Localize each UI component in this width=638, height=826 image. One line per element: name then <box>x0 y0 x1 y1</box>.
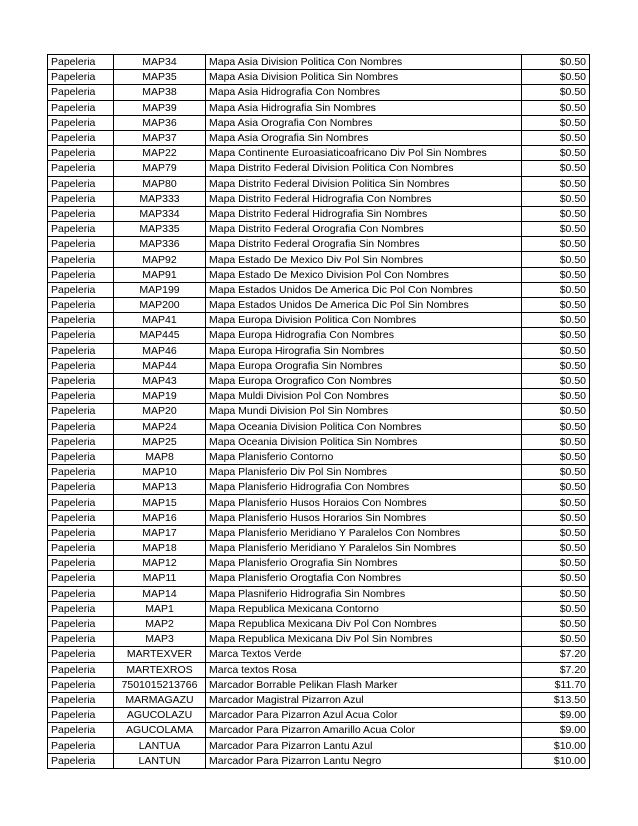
code-cell: MAP20 <box>114 404 206 419</box>
code-cell: AGUCOLAZU <box>114 708 206 723</box>
code-cell: MAP18 <box>114 541 206 556</box>
description-cell: Mapa Planisferio Div Pol Sin Nombres <box>206 465 522 480</box>
table-row <box>48 449 590 464</box>
code-cell: MAP46 <box>114 343 206 358</box>
category-cell: Papeleria <box>48 647 114 662</box>
description-cell: Marcador Borrable Pelikan Flash Marker <box>206 677 522 692</box>
category-cell: Papeleria <box>48 100 114 115</box>
price-cell: $9.00 <box>522 708 590 723</box>
code-cell: MAP336 <box>114 237 206 252</box>
table-row <box>48 601 590 616</box>
description-cell: Marcador Para Pizarron Lantu Negro <box>206 753 522 768</box>
category-cell: Papeleria <box>48 328 114 343</box>
category-cell: Papeleria <box>48 495 114 510</box>
table-row <box>48 267 590 282</box>
code-cell: MAP24 <box>114 419 206 434</box>
category-cell: Papeleria <box>48 556 114 571</box>
table-row <box>48 647 590 662</box>
table-row <box>48 100 590 115</box>
table-row <box>48 404 590 419</box>
code-cell: MAP3 <box>114 632 206 647</box>
description-cell: Mapa Republica Mexicana Div Pol Con Nombres <box>206 616 522 631</box>
table-row <box>48 328 590 343</box>
table-row <box>48 130 590 145</box>
code-cell: MARTEXROS <box>114 662 206 677</box>
table-row <box>48 525 590 540</box>
description-cell: Marcador Para Pizarron Amarillo Acua Color <box>206 723 522 738</box>
price-cell: $0.50 <box>522 70 590 85</box>
description-cell: Mapa Distrito Federal Hidrografia Con Nombres <box>206 191 522 206</box>
code-cell: 7501015213766 <box>114 677 206 692</box>
description-cell: Marca textos Rosa <box>206 662 522 677</box>
description-cell: Mapa Republica Mexicana Contorno <box>206 601 522 616</box>
price-cell: $0.50 <box>522 404 590 419</box>
price-cell: $0.50 <box>522 541 590 556</box>
category-cell: Papeleria <box>48 586 114 601</box>
category-cell: Papeleria <box>48 55 114 70</box>
category-cell: Papeleria <box>48 358 114 373</box>
code-cell: MAP39 <box>114 100 206 115</box>
price-cell: $0.50 <box>522 389 590 404</box>
code-cell: MARTEXVER <box>114 647 206 662</box>
category-cell: Papeleria <box>48 70 114 85</box>
category-cell: Papeleria <box>48 252 114 267</box>
description-cell: Marcador Para Pizarron Azul Acua Color <box>206 708 522 723</box>
code-cell: MAP38 <box>114 85 206 100</box>
description-cell: Mapa Estado De Mexico Division Pol Con Nombres <box>206 267 522 282</box>
table-row <box>48 146 590 161</box>
code-cell: MAP35 <box>114 70 206 85</box>
category-cell: Papeleria <box>48 449 114 464</box>
category-cell: Papeleria <box>48 191 114 206</box>
code-cell: MAP10 <box>114 465 206 480</box>
table-row <box>48 55 590 70</box>
description-cell: Mapa Europa Division Politica Con Nombres <box>206 313 522 328</box>
category-cell: Papeleria <box>48 571 114 586</box>
code-cell: MAP41 <box>114 313 206 328</box>
description-cell: Mapa Asia Hidrografia Sin Nombres <box>206 100 522 115</box>
description-cell: Mapa Distrito Federal Division Politica Con Nombres <box>206 161 522 176</box>
category-cell: Papeleria <box>48 632 114 647</box>
category-cell: Papeleria <box>48 708 114 723</box>
price-cell: $0.50 <box>522 237 590 252</box>
table-row <box>48 434 590 449</box>
product-price-table <box>47 54 590 769</box>
price-cell: $0.50 <box>522 465 590 480</box>
table-row <box>48 358 590 373</box>
code-cell: MAP11 <box>114 571 206 586</box>
price-cell: $0.50 <box>522 510 590 525</box>
description-cell: Mapa Republica Mexicana Div Pol Sin Nombres <box>206 632 522 647</box>
code-cell: MAP333 <box>114 191 206 206</box>
description-cell: Mapa Planisferio Orografia Sin Nombres <box>206 556 522 571</box>
table-row <box>48 556 590 571</box>
description-cell: Mapa Oceania Division Politica Con Nombres <box>206 419 522 434</box>
category-cell: Papeleria <box>48 677 114 692</box>
price-cell: $0.50 <box>522 343 590 358</box>
description-cell: Mapa Muldi Division Pol Con Nombres <box>206 389 522 404</box>
category-cell: Papeleria <box>48 404 114 419</box>
category-cell: Papeleria <box>48 465 114 480</box>
price-cell: $10.00 <box>522 753 590 768</box>
code-cell: LANTUA <box>114 738 206 753</box>
price-cell: $0.50 <box>522 632 590 647</box>
table-row <box>48 237 590 252</box>
table-row <box>48 480 590 495</box>
code-cell: MAP91 <box>114 267 206 282</box>
table-row <box>48 161 590 176</box>
category-cell: Papeleria <box>48 434 114 449</box>
category-cell: Papeleria <box>48 541 114 556</box>
description-cell: Mapa Mundi Division Pol Sin Nombres <box>206 404 522 419</box>
price-cell: $9.00 <box>522 723 590 738</box>
description-cell: Mapa Planisferio Husos Horarios Sin Nombres <box>206 510 522 525</box>
description-cell: Mapa Estados Unidos De America Dic Pol Con Nombres <box>206 282 522 297</box>
price-cell: $0.50 <box>522 146 590 161</box>
description-cell: Mapa Oceania Division Politica Sin Nombres <box>206 434 522 449</box>
code-cell: MAP2 <box>114 616 206 631</box>
table-row <box>48 753 590 768</box>
code-cell: MAP17 <box>114 525 206 540</box>
category-cell: Papeleria <box>48 298 114 313</box>
price-cell: $0.50 <box>522 525 590 540</box>
category-cell: Papeleria <box>48 282 114 297</box>
code-cell: MAP92 <box>114 252 206 267</box>
code-cell: MAP44 <box>114 358 206 373</box>
code-cell: MAP25 <box>114 434 206 449</box>
code-cell: MAP16 <box>114 510 206 525</box>
table-row <box>48 313 590 328</box>
code-cell: LANTUN <box>114 753 206 768</box>
code-cell: MAP14 <box>114 586 206 601</box>
category-cell: Papeleria <box>48 480 114 495</box>
description-cell: Mapa Planisferio Hidrografia Con Nombres <box>206 480 522 495</box>
table-row <box>48 692 590 707</box>
table-row <box>48 85 590 100</box>
table-row <box>48 282 590 297</box>
price-cell: $0.50 <box>522 282 590 297</box>
price-cell: $0.50 <box>522 55 590 70</box>
code-cell: MAP12 <box>114 556 206 571</box>
description-cell: Mapa Distrito Federal Orografia Sin Nombres <box>206 237 522 252</box>
price-cell: $0.50 <box>522 100 590 115</box>
table-row <box>48 632 590 647</box>
category-cell: Papeleria <box>48 161 114 176</box>
code-cell: MAP13 <box>114 480 206 495</box>
price-cell: $0.50 <box>522 616 590 631</box>
table-row <box>48 571 590 586</box>
price-cell: $0.50 <box>522 206 590 221</box>
code-cell: MAP36 <box>114 115 206 130</box>
price-cell: $0.50 <box>522 252 590 267</box>
code-cell: MAP199 <box>114 282 206 297</box>
description-cell: Mapa Distrito Federal Division Politica Sin Nombres <box>206 176 522 191</box>
table-row <box>48 616 590 631</box>
description-cell: Mapa Europa Hidrografia Con Nombres <box>206 328 522 343</box>
table-row <box>48 677 590 692</box>
description-cell: Mapa Continente Euroasiaticoafricano Div Pol Sin Nombres <box>206 146 522 161</box>
price-cell: $0.50 <box>522 449 590 464</box>
category-cell: Papeleria <box>48 525 114 540</box>
category-cell: Papeleria <box>48 85 114 100</box>
category-cell: Papeleria <box>48 267 114 282</box>
category-cell: Papeleria <box>48 130 114 145</box>
description-cell: Mapa Planisferio Husos Horaios Con Nombres <box>206 495 522 510</box>
price-cell: $0.50 <box>522 419 590 434</box>
description-cell: Mapa Asia Division Politica Con Nombres <box>206 55 522 70</box>
code-cell: MAP22 <box>114 146 206 161</box>
price-cell: $0.50 <box>522 556 590 571</box>
code-cell: MAP37 <box>114 130 206 145</box>
description-cell: Mapa Planisferio Contorno <box>206 449 522 464</box>
category-cell: Papeleria <box>48 616 114 631</box>
table-row <box>48 738 590 753</box>
description-cell: Mapa Asia Orografia Con Nombres <box>206 115 522 130</box>
category-cell: Papeleria <box>48 222 114 237</box>
price-cell: $0.50 <box>522 328 590 343</box>
price-cell: $0.50 <box>522 267 590 282</box>
description-cell: Marca Textos Verde <box>206 647 522 662</box>
price-cell: $7.20 <box>522 647 590 662</box>
table-row <box>48 191 590 206</box>
category-cell: Papeleria <box>48 115 114 130</box>
table-row <box>48 708 590 723</box>
code-cell: MAP15 <box>114 495 206 510</box>
description-cell: Mapa Planisferio Meridiano Y Paralelos Sin Nombres <box>206 541 522 556</box>
description-cell: Mapa Planisferio Meridiano Y Paralelos Con Nombres <box>206 525 522 540</box>
price-cell: $0.50 <box>522 358 590 373</box>
code-cell: MAP200 <box>114 298 206 313</box>
table-row <box>48 222 590 237</box>
table-row <box>48 389 590 404</box>
category-cell: Papeleria <box>48 738 114 753</box>
category-cell: Papeleria <box>48 313 114 328</box>
category-cell: Papeleria <box>48 206 114 221</box>
category-cell: Papeleria <box>48 389 114 404</box>
code-cell: MAP79 <box>114 161 206 176</box>
price-cell: $0.50 <box>522 176 590 191</box>
code-cell: MAP43 <box>114 373 206 388</box>
code-cell: MAP8 <box>114 449 206 464</box>
code-cell: MAP1 <box>114 601 206 616</box>
price-cell: $0.50 <box>522 191 590 206</box>
table-row <box>48 723 590 738</box>
table-row <box>48 343 590 358</box>
table-row <box>48 206 590 221</box>
description-cell: Mapa Estados Unidos De America Dic Pol Sin Nombres <box>206 298 522 313</box>
price-cell: $0.50 <box>522 298 590 313</box>
category-cell: Papeleria <box>48 343 114 358</box>
price-cell: $0.50 <box>522 495 590 510</box>
description-cell: Mapa Asia Division Politica Sin Nombres <box>206 70 522 85</box>
code-cell: MAP19 <box>114 389 206 404</box>
table-row <box>48 252 590 267</box>
table-row <box>48 510 590 525</box>
description-cell: Marcador Para Pizarron Lantu Azul <box>206 738 522 753</box>
code-cell: MAP335 <box>114 222 206 237</box>
description-cell: Marcador Magistral Pizarron Azul <box>206 692 522 707</box>
price-cell: $0.50 <box>522 161 590 176</box>
price-cell: $0.50 <box>522 313 590 328</box>
price-cell: $0.50 <box>522 222 590 237</box>
table-row <box>48 373 590 388</box>
description-cell: Mapa Planisferio Orogtafia Con Nombres <box>206 571 522 586</box>
category-cell: Papeleria <box>48 753 114 768</box>
description-cell: Mapa Europa Orografia Sin Nombres <box>206 358 522 373</box>
code-cell: MAP445 <box>114 328 206 343</box>
price-cell: $0.50 <box>522 115 590 130</box>
description-cell: Mapa Asia Hidrografia Con Nombres <box>206 85 522 100</box>
price-cell: $0.50 <box>522 601 590 616</box>
price-cell: $7.20 <box>522 662 590 677</box>
category-cell: Papeleria <box>48 601 114 616</box>
price-cell: $10.00 <box>522 738 590 753</box>
price-cell: $13.50 <box>522 692 590 707</box>
price-cell: $0.50 <box>522 373 590 388</box>
price-cell: $0.50 <box>522 434 590 449</box>
table-row <box>48 586 590 601</box>
code-cell: MAP334 <box>114 206 206 221</box>
table-row <box>48 465 590 480</box>
category-cell: Papeleria <box>48 662 114 677</box>
table-row <box>48 541 590 556</box>
description-cell: Mapa Distrito Federal Hidrografia Sin Nombres <box>206 206 522 221</box>
category-cell: Papeleria <box>48 373 114 388</box>
description-cell: Mapa Europa Hirografia Sin Nombres <box>206 343 522 358</box>
category-cell: Papeleria <box>48 176 114 191</box>
code-cell: MARMAGAZU <box>114 692 206 707</box>
category-cell: Papeleria <box>48 419 114 434</box>
category-cell: Papeleria <box>48 723 114 738</box>
category-cell: Papeleria <box>48 146 114 161</box>
price-cell: $0.50 <box>522 571 590 586</box>
code-cell: AGUCOLAMA <box>114 723 206 738</box>
price-cell: $0.50 <box>522 85 590 100</box>
price-cell: $0.50 <box>522 130 590 145</box>
table-row <box>48 70 590 85</box>
price-cell: $0.50 <box>522 480 590 495</box>
table-body <box>48 55 590 769</box>
price-cell: $0.50 <box>522 586 590 601</box>
table-row <box>48 176 590 191</box>
category-cell: Papeleria <box>48 237 114 252</box>
description-cell: Mapa Estado De Mexico Div Pol Sin Nombres <box>206 252 522 267</box>
table-row <box>48 419 590 434</box>
description-cell: Mapa Distrito Federal Orografia Con Nombres <box>206 222 522 237</box>
code-cell: MAP34 <box>114 55 206 70</box>
description-cell: Mapa Plasniferio Hidrografia Sin Nombres <box>206 586 522 601</box>
price-cell: $11.70 <box>522 677 590 692</box>
description-cell: Mapa Europa Orografico Con Nombres <box>206 373 522 388</box>
code-cell: MAP80 <box>114 176 206 191</box>
table-row <box>48 662 590 677</box>
table-row <box>48 495 590 510</box>
description-cell: Mapa Asia Orografia Sin Nombres <box>206 130 522 145</box>
category-cell: Papeleria <box>48 692 114 707</box>
category-cell: Papeleria <box>48 510 114 525</box>
table-row <box>48 298 590 313</box>
table-row <box>48 115 590 130</box>
